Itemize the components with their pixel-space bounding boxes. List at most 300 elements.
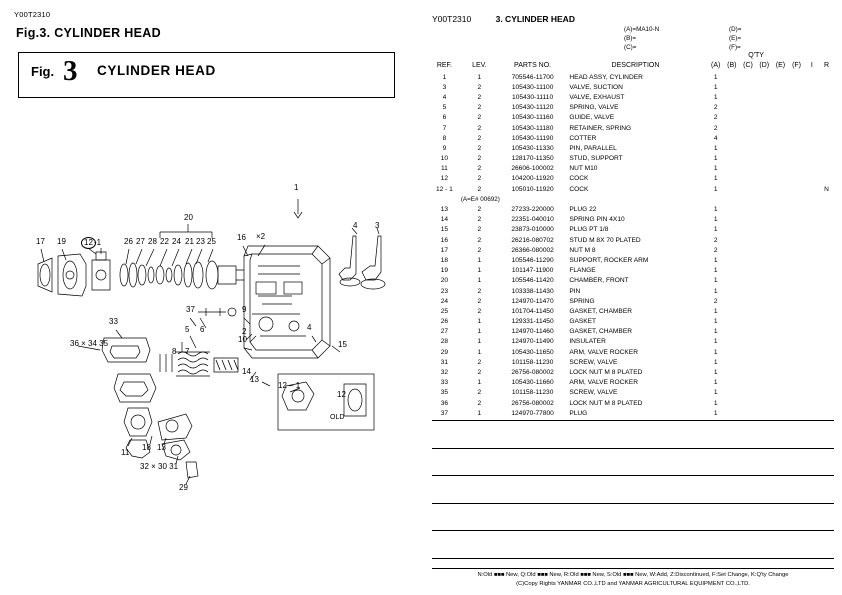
- header-lev: LEV.: [472, 62, 487, 69]
- cell-qty-b: [724, 398, 740, 408]
- right-header: [432, 14, 575, 24]
- cell-ref: 31: [440, 358, 449, 366]
- cell-qty-a: 1: [713, 206, 718, 214]
- cell-qty-e: [772, 337, 788, 347]
- cell-ref: 35: [440, 389, 449, 397]
- cell-qty-b: [724, 133, 740, 143]
- cell-qty-b: [724, 164, 740, 174]
- header-parts-no: PARTS NO.: [514, 62, 552, 69]
- cell-lev: 2: [477, 206, 482, 214]
- cell-description: SPRING, VALVE: [569, 104, 619, 112]
- section-title: 3. CYLINDER HEAD: [495, 14, 575, 24]
- cell-qty-e: [772, 327, 788, 337]
- callout-12b: 12: [337, 390, 346, 399]
- cell-r: [819, 388, 834, 398]
- table-row[interactable]: [432, 92, 834, 102]
- cell-ref: 29: [440, 348, 449, 356]
- cell-lev: 1: [477, 328, 482, 336]
- cell-qty-a: 1: [713, 338, 718, 346]
- cell-lev: 2: [477, 155, 482, 163]
- cell-parts-no: 26366-080002: [511, 246, 554, 254]
- cell-qty-c: [740, 388, 756, 398]
- cell-r: N: [824, 185, 829, 193]
- cell-qty-a: 1: [713, 307, 718, 315]
- cell-lev: 1: [477, 277, 482, 285]
- cell-qty-e: [772, 72, 788, 82]
- callout-25: 25: [207, 237, 216, 246]
- cell-qty-f: [788, 276, 804, 286]
- cell-qty-e: [772, 143, 788, 153]
- table-row[interactable]: [432, 215, 834, 225]
- cell-i: [805, 317, 819, 327]
- cell-qty-e: [772, 174, 788, 184]
- cell-ref: 10: [440, 155, 449, 163]
- cell-qty-b: [724, 184, 740, 194]
- cell-qty-b: [724, 337, 740, 347]
- cell-qty-a: 1: [713, 83, 718, 91]
- application-e: (E)=: [729, 35, 742, 42]
- cell-qty-a: 2: [713, 104, 718, 112]
- cell-ref: 16: [440, 236, 449, 244]
- cell-description: GUIDE, VALVE: [569, 114, 615, 122]
- cell-lev: 2: [477, 185, 482, 193]
- cell-r: [819, 113, 834, 123]
- cell-qty-f: [788, 174, 804, 184]
- cell-qty-a: 1: [713, 73, 718, 81]
- cell-qty-d: [756, 174, 772, 184]
- cell-r: [819, 82, 834, 92]
- callout-5: 5: [185, 325, 190, 334]
- cell-description: COCK: [569, 185, 589, 193]
- cell-parts-no: 124970-11460: [511, 328, 554, 336]
- cell-qty-a: 2: [713, 236, 718, 244]
- cell-ref: 12 - 1: [435, 185, 453, 193]
- cell-qty-c: [740, 113, 756, 123]
- callout-11: 11: [121, 448, 130, 457]
- table-row[interactable]: [432, 174, 834, 184]
- cell-qty-a: 1: [713, 318, 718, 326]
- cell-qty-e: [772, 103, 788, 113]
- cell-qty-e: [772, 317, 788, 327]
- cell-qty-e: [772, 347, 788, 357]
- header-qty-c: (C): [743, 62, 753, 69]
- cell-qty-c: [740, 378, 756, 388]
- cell-i: [805, 245, 819, 255]
- cell-description: STUD M 8X 70 PLATED: [569, 236, 641, 244]
- table-row[interactable]: [432, 337, 834, 347]
- cell-lev: 2: [477, 124, 482, 132]
- cell-qty-f: [788, 347, 804, 357]
- cell-lev: 2: [477, 175, 482, 183]
- cell-i: [805, 296, 819, 306]
- cell-qty-d: [756, 255, 772, 265]
- table-row[interactable]: [432, 133, 834, 143]
- cell-lev: 1: [477, 267, 482, 275]
- cell-parts-no: 105430-11160: [511, 114, 554, 122]
- cell-description: PLUG 22: [569, 206, 597, 214]
- table-row[interactable]: [432, 357, 834, 367]
- cell-qty-d: [756, 225, 772, 235]
- figure-number: 3: [63, 55, 78, 87]
- cell-qty-a: 1: [713, 287, 718, 295]
- cell-r: [819, 408, 834, 418]
- table-row[interactable]: [432, 123, 834, 133]
- cell-qty-a: 1: [713, 369, 718, 377]
- cell-i: [805, 327, 819, 337]
- callout-36-34-35: 36 × 34 35: [70, 339, 109, 348]
- cell-qty-d: [756, 367, 772, 377]
- cell-parts-no: 104200-11920: [511, 175, 554, 183]
- figure-word: Fig.: [31, 64, 55, 79]
- table-row[interactable]: [432, 103, 834, 113]
- cell-qty-e: [772, 204, 788, 214]
- cell-qty-d: [756, 337, 772, 347]
- cell-qty-f: [788, 113, 804, 123]
- cell-qty-d: [756, 378, 772, 388]
- cell-lev: 2: [477, 104, 482, 112]
- cell-description: VALVE, SUCTION: [569, 83, 623, 91]
- cell-qty-a: 2: [713, 124, 718, 132]
- table-row[interactable]: [432, 317, 834, 327]
- cell-qty-b: [724, 296, 740, 306]
- cell-i: [805, 123, 819, 133]
- cell-ref: 17: [440, 246, 449, 254]
- table-row[interactable]: [432, 82, 834, 92]
- qty-group-label: Q'TY: [748, 52, 764, 59]
- cell-r: [819, 174, 834, 184]
- callout-13: 13: [250, 375, 259, 384]
- cell-i: [805, 306, 819, 316]
- header-qty-d: (D): [759, 62, 770, 69]
- cell-r: [819, 245, 834, 255]
- cell-r: [819, 215, 834, 225]
- cell-lev: 2: [477, 399, 482, 407]
- cell-qty-d: [756, 82, 772, 92]
- cell-qty-a: 2: [713, 297, 718, 305]
- cell-lev: 1: [477, 256, 482, 264]
- callout-20: 20: [184, 213, 193, 222]
- cell-lev: 2: [477, 93, 482, 101]
- callout-32-30-31: 32 × 30 31: [140, 462, 179, 471]
- cell-qty-c: [740, 123, 756, 133]
- table-row[interactable]: [432, 367, 834, 377]
- cell-description: COCK: [569, 175, 589, 183]
- cell-qty-e: [772, 276, 788, 286]
- cell-qty-e: [772, 388, 788, 398]
- header-qty-f: (F): [792, 62, 802, 69]
- cell-lev: 2: [477, 236, 482, 244]
- cell-description: GASKET, CHAMBER: [569, 328, 632, 336]
- callout-14: 14: [242, 367, 251, 376]
- cell-description: LOCK NUT M 8 PLATED: [569, 369, 643, 377]
- cell-ref: 33: [440, 379, 449, 387]
- cell-qty-d: [756, 327, 772, 337]
- cell-qty-a: 1: [713, 277, 718, 285]
- cell-qty-a: 1: [713, 328, 718, 336]
- cell-qty-b: [724, 408, 740, 418]
- cell-qty-c: [740, 347, 756, 357]
- cell-lev: 1: [477, 379, 482, 387]
- callout-28: 28: [148, 237, 157, 246]
- table-row[interactable]: [432, 245, 834, 255]
- cell-qty-d: [756, 276, 772, 286]
- cell-ref: 23: [440, 287, 449, 295]
- cell-qty-b: [724, 357, 740, 367]
- cell-lev: 2: [477, 369, 482, 377]
- cell-qty-e: [772, 235, 788, 245]
- cell-qty-e: [772, 92, 788, 102]
- callout-26: 26: [124, 237, 133, 246]
- cell-description: NUT M10: [569, 165, 598, 173]
- cell-r: [819, 133, 834, 143]
- cell-qty-f: [788, 133, 804, 143]
- table-row[interactable]: [432, 164, 834, 174]
- header-r: R: [824, 62, 830, 69]
- cell-qty-f: [788, 154, 804, 164]
- cell-parts-no: 23873-010000: [511, 226, 554, 234]
- cell-parts-no: 124970-77800: [511, 409, 554, 417]
- cell-ref: 13: [440, 206, 449, 214]
- cell-qty-c: [740, 143, 756, 153]
- cell-lev: 2: [477, 134, 482, 142]
- cell-r: [819, 123, 834, 133]
- table-row[interactable]: [432, 266, 834, 276]
- cell-i: [805, 337, 819, 347]
- table-row[interactable]: [432, 184, 834, 194]
- cell-lev: 2: [477, 297, 482, 305]
- cell-ref: 32: [440, 369, 449, 377]
- table-row[interactable]: [432, 347, 834, 357]
- cell-r: [819, 306, 834, 316]
- cell-qty-f: [788, 164, 804, 174]
- cell-qty-f: [788, 184, 804, 194]
- cell-qty-b: [724, 317, 740, 327]
- table-row[interactable]: [432, 113, 834, 123]
- cell-qty-f: [788, 357, 804, 367]
- cell-lev: 1: [477, 73, 482, 81]
- cell-parts-no: 105430-11100: [511, 83, 554, 91]
- cell-r: [819, 367, 834, 377]
- header-description: DESCRIPTION: [611, 62, 660, 69]
- cell-qty-e: [772, 82, 788, 92]
- cell-ref: 1: [442, 73, 447, 81]
- cell-description: SCREW, VALVE: [569, 389, 618, 397]
- cell-qty-c: [740, 235, 756, 245]
- table-row[interactable]: [432, 286, 834, 296]
- cell-qty-c: [740, 357, 756, 367]
- cell-i: [805, 266, 819, 276]
- blank-row: [432, 448, 834, 476]
- cell-r: [819, 296, 834, 306]
- header-i: I: [810, 62, 813, 69]
- cell-qty-f: [788, 327, 804, 337]
- cell-parts-no: 105430-11120: [511, 104, 554, 112]
- cell-ref: 14: [440, 216, 449, 224]
- cell-qty-c: [740, 408, 756, 418]
- cell-i: [805, 113, 819, 123]
- cell-parts-no: 105010-11920: [511, 185, 554, 193]
- callout-times-2: ×2: [256, 232, 266, 241]
- cell-qty-a: 1: [713, 144, 718, 152]
- cell-qty-f: [788, 367, 804, 377]
- cell-qty-d: [756, 92, 772, 102]
- cell-qty-d: [756, 266, 772, 276]
- cell-ref: 37: [440, 409, 449, 417]
- table-subnote-row: [432, 194, 834, 204]
- cell-r: [819, 398, 834, 408]
- cell-qty-c: [740, 174, 756, 184]
- cell-parts-no: 129331-11450: [511, 318, 554, 326]
- cell-r: [819, 225, 834, 235]
- cell-parts-no: 105430-11180: [511, 124, 554, 132]
- left-page: [0, 0, 420, 595]
- table-row[interactable]: [432, 72, 834, 82]
- cell-qty-e: [772, 164, 788, 174]
- cell-qty-f: [788, 235, 804, 245]
- cell-ref: 26: [440, 318, 449, 326]
- cell-qty-b: [724, 123, 740, 133]
- blank-rows-section: [432, 420, 834, 585]
- cell-lev: 2: [477, 358, 482, 366]
- cell-ref: 18: [440, 256, 449, 264]
- cell-r: [819, 164, 834, 174]
- cell-qty-a: 2: [713, 114, 718, 122]
- table-row[interactable]: [432, 154, 834, 164]
- cell-qty-f: [788, 266, 804, 276]
- cell-i: [805, 398, 819, 408]
- cell-r: [819, 266, 834, 276]
- cell-i: [805, 164, 819, 174]
- cell-qty-b: [724, 204, 740, 214]
- callout-22: 22: [160, 237, 169, 246]
- cell-qty-f: [788, 317, 804, 327]
- cell-parts-no: 26756-080002: [511, 399, 554, 407]
- table-header-row: [432, 59, 834, 72]
- cell-qty-c: [740, 184, 756, 194]
- cell-ref: 28: [440, 338, 449, 346]
- cell-qty-f: [788, 398, 804, 408]
- callout-37: 37: [186, 305, 195, 314]
- cell-lev: 2: [477, 226, 482, 234]
- cell-qty-a: 1: [713, 348, 718, 356]
- cell-qty-b: [724, 327, 740, 337]
- table-row[interactable]: [432, 296, 834, 306]
- qty-group-header-row: [432, 52, 834, 59]
- cell-ref: 3: [442, 83, 447, 91]
- blank-row: [432, 530, 834, 558]
- cell-ref: 5: [442, 104, 447, 112]
- cell-qty-a: 1: [713, 409, 718, 417]
- cell-qty-f: [788, 92, 804, 102]
- cell-qty-a: 1: [713, 256, 718, 264]
- cell-description: FLANGE: [569, 267, 596, 275]
- cell-r: [819, 317, 834, 327]
- cell-ref: 6: [442, 114, 447, 122]
- cell-qty-d: [756, 235, 772, 245]
- table-row[interactable]: [432, 398, 834, 408]
- table-row[interactable]: [432, 327, 834, 337]
- table-row[interactable]: [432, 143, 834, 153]
- table-row[interactable]: [432, 408, 834, 418]
- header-qty-a: (A): [711, 62, 721, 69]
- callout-6: 6: [200, 325, 205, 334]
- header-ref: REF.: [436, 62, 452, 69]
- cell-qty-d: [756, 215, 772, 225]
- table-row[interactable]: [432, 378, 834, 388]
- cell-qty-b: [724, 103, 740, 113]
- cell-description: STUD, SUPPORT: [569, 155, 623, 163]
- application-b: (B)=: [624, 35, 637, 42]
- cell-qty-d: [756, 245, 772, 255]
- cell-description: CHAMBER, FRONT: [569, 277, 629, 285]
- table-row[interactable]: [432, 306, 834, 316]
- callout-1: 1: [294, 183, 299, 192]
- callout-4b: 4: [307, 323, 312, 332]
- table-row[interactable]: [432, 235, 834, 245]
- table-row[interactable]: [432, 255, 834, 265]
- cell-qty-f: [788, 388, 804, 398]
- cell-qty-e: [772, 398, 788, 408]
- page-footer: [432, 568, 834, 589]
- subnote-text: (A=E# 00692): [460, 195, 500, 203]
- cell-qty-e: [772, 357, 788, 367]
- cell-parts-no: 22351-040010: [511, 216, 554, 224]
- cell-qty-e: [772, 215, 788, 225]
- cell-qty-b: [724, 143, 740, 153]
- cell-qty-d: [756, 317, 772, 327]
- figure-header-box: [18, 52, 395, 98]
- cell-qty-c: [740, 317, 756, 327]
- table-row[interactable]: [432, 204, 834, 214]
- cell-qty-a: 2: [713, 246, 718, 254]
- cell-i: [805, 347, 819, 357]
- cell-i: [805, 92, 819, 102]
- cell-r: [819, 276, 834, 286]
- callout-19: 19: [57, 237, 66, 246]
- callout-18: 18: [142, 443, 151, 452]
- cell-parts-no: 105430-11110: [512, 93, 554, 101]
- exploded-diagram: [0, 96, 420, 536]
- cell-qty-d: [756, 123, 772, 133]
- cell-lev: 1: [477, 409, 482, 417]
- table-row[interactable]: [432, 388, 834, 398]
- cell-qty-f: [788, 296, 804, 306]
- cell-qty-d: [756, 103, 772, 113]
- callout-10: 10: [238, 335, 247, 344]
- cell-qty-f: [788, 82, 804, 92]
- cell-qty-e: [772, 133, 788, 143]
- cell-qty-d: [756, 388, 772, 398]
- cell-qty-c: [740, 133, 756, 143]
- cell-r: [819, 103, 834, 113]
- cell-i: [805, 255, 819, 265]
- cell-ref: 19: [440, 267, 449, 275]
- cell-qty-b: [724, 72, 740, 82]
- cell-lev: 2: [477, 144, 482, 152]
- cell-qty-d: [756, 408, 772, 418]
- cell-parts-no: 105546-11290: [511, 256, 554, 264]
- callout-old: OLD: [330, 414, 345, 421]
- cell-ref: 15: [440, 226, 449, 234]
- callout-4: 4: [353, 221, 358, 230]
- cell-qty-d: [756, 143, 772, 153]
- table-row[interactable]: [432, 276, 834, 286]
- cell-ref: 8: [442, 134, 447, 142]
- cell-description: LOCK NUT M 8 PLATED: [569, 399, 643, 407]
- cell-qty-c: [740, 164, 756, 174]
- table-row[interactable]: [432, 225, 834, 235]
- cell-parts-no: 26756-080002: [511, 369, 554, 377]
